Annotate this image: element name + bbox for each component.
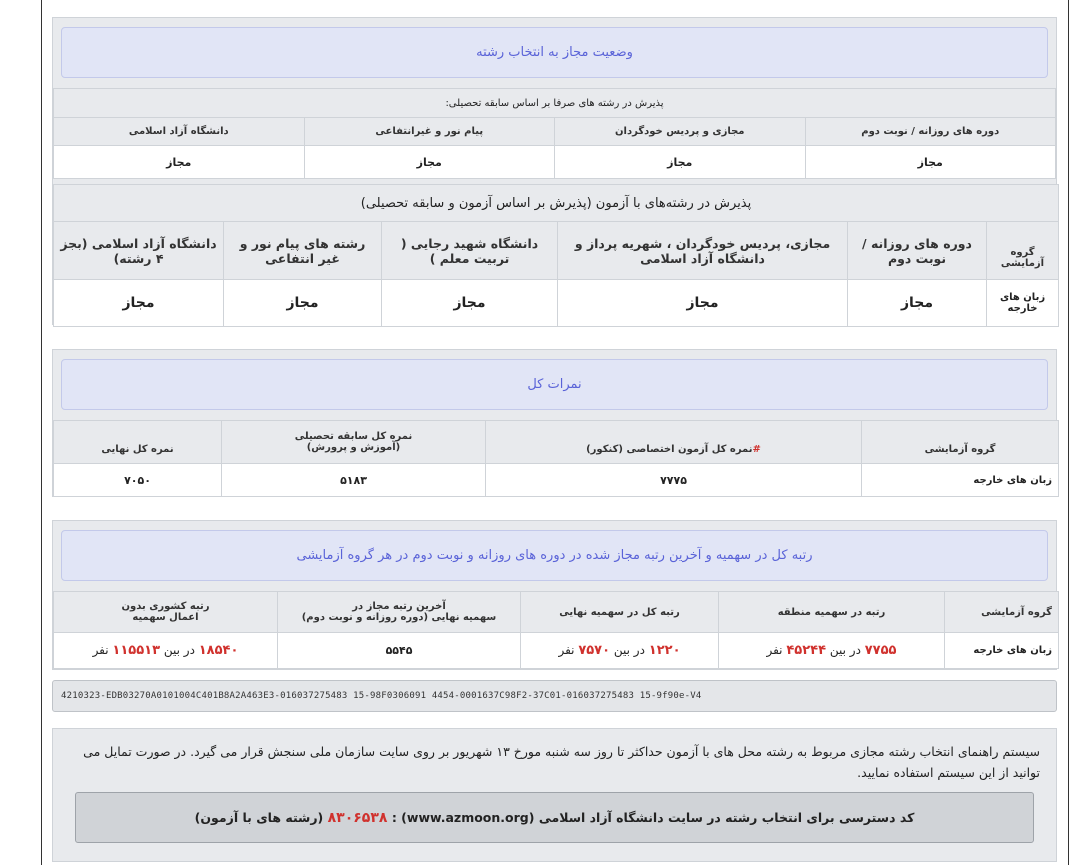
scores-table xyxy=(53,420,1059,497)
scores-row-exam: ۷۷۷۵ xyxy=(486,464,862,497)
rank-region-unit: نفر xyxy=(766,643,783,657)
guide-panel xyxy=(52,728,1057,862)
scores-row-records: ۵۱۸۳ xyxy=(222,464,486,497)
rank-header-national xyxy=(54,592,278,633)
records-header-azad: دانشگاه آزاد اسلامی xyxy=(54,118,305,146)
rank-national-unit: نفر xyxy=(92,643,109,657)
exam-header-group: گروه آزمایشی xyxy=(987,222,1059,280)
records-value-virtual: مجاز xyxy=(555,146,806,179)
records-header-payamnoor: پیام نور و غیرانتفاعی xyxy=(304,118,555,146)
exam-header-payamnoor: رشته های پیام نور و غیر انتفاعی xyxy=(224,222,382,280)
rank-region-value: ۷۷۵۵ xyxy=(864,643,897,658)
exam-row-virtual: مجاز xyxy=(558,280,848,327)
scores-header-records-line2: (آموزش و پرورش) xyxy=(306,442,401,453)
scores-panel xyxy=(52,349,1057,497)
rank-header-last-line1: آخرین رتبه مجاز در xyxy=(352,601,446,612)
exam-based-caption: پذیرش در رشته‌های با آزمون (پذیرش بر اساس آزمون و سابقه تحصیلی) xyxy=(54,185,1059,222)
exam-row-group: زبان های خارجه xyxy=(987,280,1059,327)
rank-final-between: در بین xyxy=(613,643,645,657)
required-mark: # xyxy=(752,444,761,455)
rank-national-between: در بین xyxy=(163,643,195,657)
rank-panel xyxy=(52,520,1057,670)
records-header-virtual: مجازی و پردیس خودگردان xyxy=(555,118,806,146)
rank-header-national-line1: رتبه کشوری بدون xyxy=(121,601,210,612)
rank-table xyxy=(53,591,1059,669)
rank-final-value: ۱۲۲۰ xyxy=(648,643,681,658)
exam-header-day: دوره های روزانه / نوبت دوم xyxy=(848,222,987,280)
access-code-prefix: کد دسترسی برای انتخاب رشته در سایت دانشگاه آزاد اسلامی (www.azmoon.org) : xyxy=(391,810,915,825)
rank-header-group: گروه آزمایشی xyxy=(945,592,1059,633)
rank-row-region xyxy=(719,633,945,669)
records-value-day: مجاز xyxy=(805,146,1056,179)
records-value-azad: مجاز xyxy=(54,146,305,179)
rank-panel-title: رتبه کل در سهمیه و آخرین رتبه مجاز شده در دوره های روزانه و نوبت دوم در هر گروه آزمایشی xyxy=(61,530,1048,581)
rank-national-total: ۱۱۵۵۱۳ xyxy=(112,643,161,658)
scores-header-records xyxy=(222,421,486,464)
records-header-day: دوره های روزانه / نوبت دوم xyxy=(805,118,1056,146)
scores-header-group: گروه آزمایشی xyxy=(862,421,1059,464)
scores-panel-title: نمرات کل xyxy=(61,359,1048,410)
tracking-code: 4210323-EDB03270A0101004C401B8A2A463E3-016037275483 15-98F0306091 4454-0001637C98F2-37C01-016037275483 15-9f90e-V4 xyxy=(52,680,1057,712)
rank-final-total: ۷۵۷۰ xyxy=(578,643,611,658)
access-code-box xyxy=(75,792,1034,843)
scores-header-records-line1: نمره کل سابقه تحصیلی xyxy=(294,431,413,442)
exam-row-rajaee: مجاز xyxy=(382,280,558,327)
access-code-suffix: (رشته های با آزمون) xyxy=(194,810,324,825)
rank-header-region: رتبه در سهمیه منطقه xyxy=(719,592,945,633)
exam-row-day: مجاز xyxy=(848,280,987,327)
exam-row-azad: مجاز xyxy=(54,280,224,327)
exam-header-virtual: مجازی، پردیس خودگردان ، شهریه پرداز و دانشگاه آزاد اسلامی xyxy=(558,222,848,280)
guide-text: سیستم راهنمای انتخاب رشته مجازی مربوط به رشته محل های با آزمون حداکثر تا روز سه شنبه مورخ ۱۳ شهریور بر روی سایت سازمان ملی سنجش قرار می گیرد. در صورت تمایل می توانید از این سیستم استفاده نمایید. xyxy=(83,744,1040,780)
left-border-line xyxy=(41,0,42,865)
rank-header-national-line2: اعمال سهمیه xyxy=(132,612,199,623)
rank-header-final-quota: رتبه کل در سهمیه نهایی xyxy=(521,592,719,633)
status-panel-title: وضعیت مجاز به انتخاب رشته xyxy=(61,27,1048,78)
scores-row-final: ۷۰۵۰ xyxy=(54,464,222,497)
scores-header-exam-label: نمره کل آزمون اختصاصی (کنکور) xyxy=(586,444,753,455)
exam-header-azad: دانشگاه آزاد اسلامی (بجز ۴ رشته) xyxy=(54,222,224,280)
exam-based-table xyxy=(53,184,1059,327)
status-panel xyxy=(52,17,1057,325)
rank-final-unit: نفر xyxy=(558,643,575,657)
rank-header-last-line2: سهمیه نهایی (دوره روزانه و نوبت دوم) xyxy=(301,612,497,623)
scores-header-final: نمره کل نهایی xyxy=(54,421,222,464)
rank-region-between: در بین xyxy=(829,643,861,657)
rank-row-national xyxy=(54,633,278,669)
access-code-value: ۸۳۰۶۵۳۸ xyxy=(327,809,388,826)
rank-national-value: ۱۸۵۴۰ xyxy=(198,643,239,658)
records-only-table xyxy=(53,88,1056,179)
rank-row-last-allowed: ۵۵۴۵ xyxy=(278,633,521,669)
rank-region-total: ۴۵۲۴۴ xyxy=(786,643,827,658)
rank-row-final-quota xyxy=(521,633,719,669)
rank-header-last-allowed xyxy=(278,592,521,633)
rank-row-group: زبان های خارجه xyxy=(945,633,1059,669)
exam-row-payamnoor: مجاز xyxy=(224,280,382,327)
records-only-caption: پذیرش در رشته های صرفا بر اساس سابقه تحصیلی: xyxy=(54,89,1056,118)
scores-row-group: زبان های خارجه xyxy=(862,464,1059,497)
right-border-line xyxy=(1068,0,1069,865)
records-value-payamnoor: مجاز xyxy=(304,146,555,179)
scores-header-exam xyxy=(486,421,862,464)
exam-header-rajaee: دانشگاه شهید رجایی ( تربیت معلم ) xyxy=(382,222,558,280)
